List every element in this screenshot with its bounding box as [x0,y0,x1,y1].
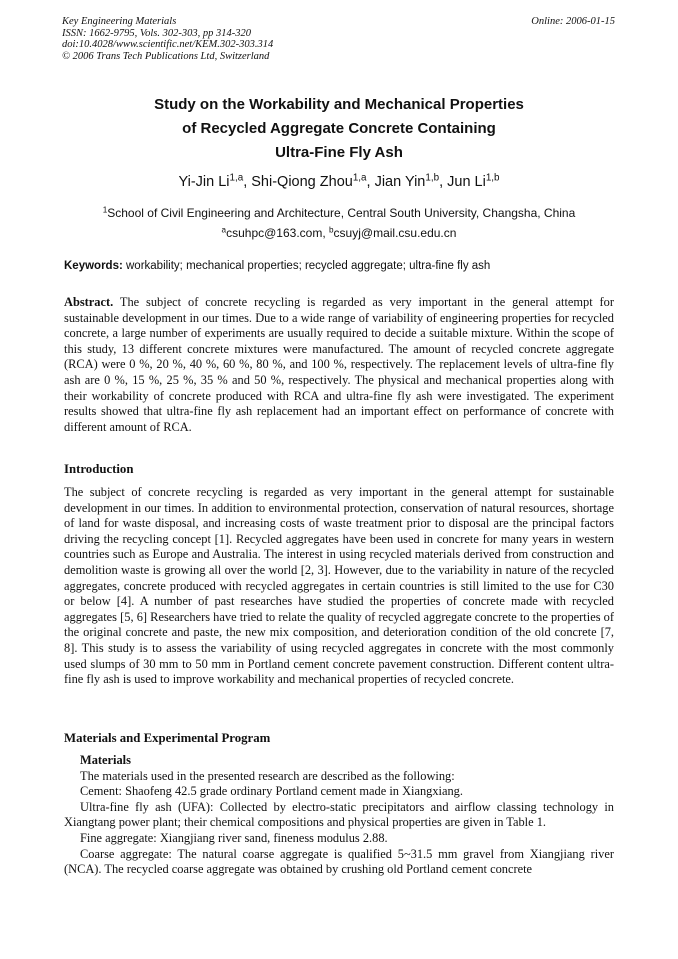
coarse-aggregate-paragraph: Coarse aggregate: The natural coarse aggregate is qualified 5~31.5 mm gravel from Xiangjiang river (NCA). The recycled coarse aggregate was obtained by crushing old Portland cement concrete [64,846,614,877]
title-line-2: of Recycled Aggregate Concrete Containing [182,120,496,137]
title-line-3: Ultra-Fine Fly Ash [275,144,403,161]
journal-name: Key Engineering Materials [62,16,177,27]
author-superscript: 1,a [229,172,244,184]
author-name: Shi-Qiong Zhou [251,174,353,190]
author-superscript: 1,a [352,172,367,184]
copyright-line: © 2006 Trans Tech Publications Ltd, Switzerland [62,50,270,62]
email-b-superscript: b [329,225,334,235]
introduction-heading: Introduction [64,462,134,476]
paper-title [40,93,638,165]
introduction-paragraph: The subject of concrete recycling is regarded as very important in the general attempt for sustainable development in our times. In addition to environmental protection, conservation of natural resources, shortage of land for waste disposal, and increasing costs of waste treatment prior to disposal are the principal factors driving the recycling concept [1]. Recycled aggregates have been used in concrete for many years in western countries such as Europe and Australia. The interest in using recycled materials derived from construction and demolition waste is growing all over the world [2, 3]. However, due to the variability in nature of the recycled aggregates, concrete produced with recycled aggregates in certain countries is still limited to the use for C30 or below [4]. A number of past researches have studied the properties of concrete made with recycled aggregates [5, 6] Researchers have tried to relate the quality of recycled aggregate concrete to the properties of the original concrete and paste, the new mix composition, and deterioration condition of the old concrete [7, 8]. This study is to assess the variability of using recycled aggregates in concrete with the most commonly used slumps of 30 mm to 50 mm in Portland cement concrete pavement construction. Different content ultra-fine fly ash is used to improve workability and mechanical properties of recycled concrete. [64,485,614,687]
email-a[interactable]: csuhpc@163.com, [226,226,329,240]
email-line [40,223,638,243]
author-name: Jian Yin [374,174,426,190]
cement-paragraph: Cement: Shaofeng 42.5 grade ordinary Portland cement made in Xiangxiang. [80,784,463,799]
title-line-1: Study on the Workability and Mechanical Properties [154,96,524,113]
fine-aggregate-paragraph: Fine aggregate: Xiangjiang river sand, fineness modulus 2.88. [80,830,388,845]
keywords-label: Keywords: [64,260,123,272]
journal-header [62,16,273,62]
author-name: Jun Li [447,174,486,190]
email-a-superscript: a [221,225,227,235]
author-list [40,174,638,190]
author-separator: , [439,174,448,190]
author-superscript: 1,b [425,172,440,184]
author-separator: , [243,174,252,190]
affiliation-block [40,203,638,243]
ufa-paragraph: Ultra-fine fly ash (UFA): Collected by electro-static precipitators and airflow classing technology in Xiangtang power plant; their chemical compositions and physical properties are given in Table 1. [64,799,614,830]
abstract-label: Abstract. [64,295,114,309]
author-name: Yi-Jin Li [178,174,230,190]
affiliation-line [40,203,638,223]
online-date: Online: 2006-01-15 [531,16,615,27]
author-separator: , [366,174,375,190]
materials-heading: Materials and Experimental Program [64,731,271,745]
affiliation-superscript: 1 [102,205,108,215]
materials-section [64,753,614,878]
materials-subheading: Materials [80,753,131,767]
email-b[interactable]: csuyj@mail.csu.edu.cn [333,226,457,240]
affiliation-text: School of Civil Engineering and Architecture, Central South University, Changsha, China [107,206,576,220]
issn-line: ISSN: 1662-9795, Vols. 302-303, pp 314-320 [62,27,251,39]
keywords-text: workability; mechanical properties; recycled aggregate; ultra-fine fly ash [122,260,491,272]
abstract-paragraph [64,295,614,435]
materials-paragraph: The materials used in the presented research are described as the following: [80,768,455,783]
doi-line: doi:10.4028/www.scientific.net/KEM.302-303.314 [62,39,274,51]
keywords-line [64,260,490,272]
author-superscript: 1,b [485,172,500,184]
abstract-text: The subject of concrete recycling is regarded as very important in the general attempt for sustainable development in our times. Due to a wide range of variability of engineering properties for recycled concrete, a large number of experiments are usually required to decide a suitable mixture. Within the scope of this study, 13 different concrete mixtures were manufactured. The amount of recycled concrete aggregate (RCA) were 0 %, 20 %, 40 %, 60 %, 80 %, and 100 %, respectively. The replacement levels of ultra-fine fly ash are 0 %, 15 %, 25 %, 35 % and 50 %, respectively. The physical and mechanical properties along with their workability of concrete produced with RCA and ultra-fine fly ash were investigated. The experiment results showed that ultra-fine fly ash replacement had an important effect on performance of concrete with different amount of RCA. [64,295,614,434]
